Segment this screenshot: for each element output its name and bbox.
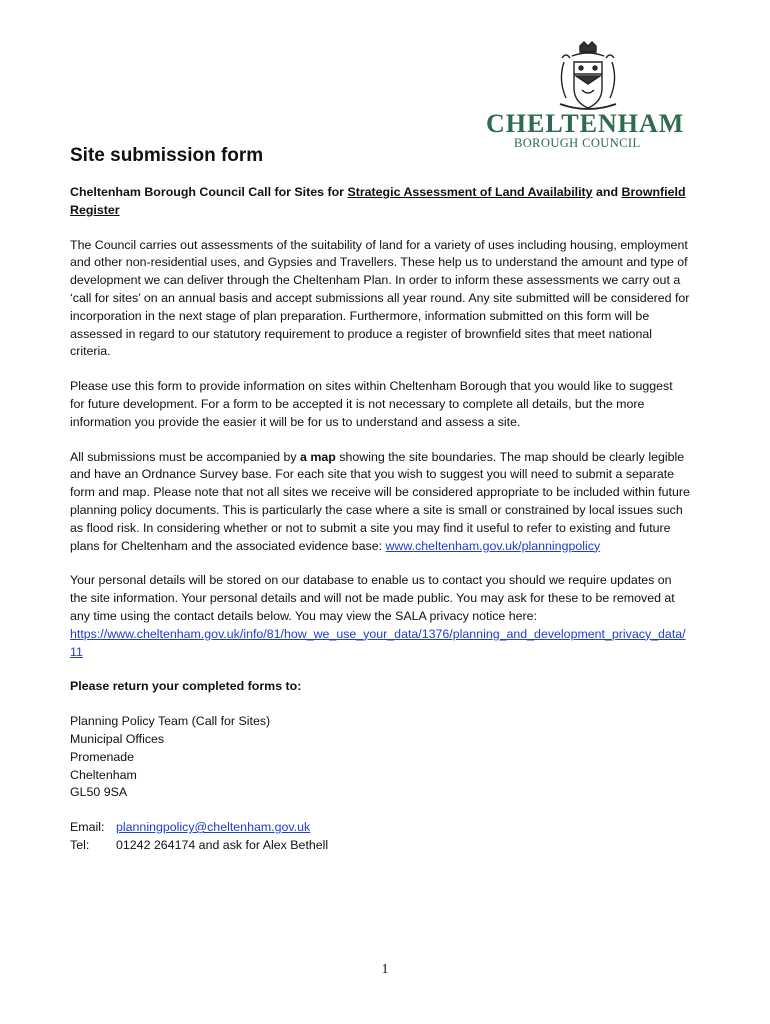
planning-policy-link[interactable]: www.cheltenham.gov.uk/planningpolicy — [385, 538, 601, 553]
org-subtitle: BOROUGH COUNCIL — [514, 136, 641, 150]
return-heading: Please return your completed forms to: — [70, 679, 302, 694]
map-requirements-paragraph — [70, 449, 690, 556]
email-label: Email: — [70, 820, 105, 835]
sala-link[interactable]: Strategic Assessment of Land Availability — [347, 185, 593, 199]
page-title: Site submission form — [70, 145, 264, 166]
privacy-notice-link[interactable]: https://www.cheltenham.gov.uk/info/81/how_we_use_your_data/1376/planning_and_development_privacy_data/11 — [70, 626, 686, 659]
return-address — [70, 713, 690, 802]
map-bold-text: a map — [300, 449, 336, 464]
map-text-before: All submissions must be accompanied by — [70, 449, 301, 464]
document-body — [70, 144, 690, 855]
privacy-text: Your personal details will be stored on our database to enable us to contact you should we require updates on the site information. Your personal details and will not be made public. You may ask for these to be removed at any time using the contact details below. You may view the SALA privacy notice here: — [70, 573, 675, 623]
map-text-after: showing the site boundaries. The map should be clearly legible and have an Ordnance Survey base. For each site that you wish to suggest you will need to submit a separate form and map. Please note that not all sites we receive will be considered appropriate to be included within future planning policy documents. This is particularly the case where a site is small or constrained by local issues such as flood risk. In considering whether or not to submit a site you may find it useful to refer to existing and future plans for Cheltenham and the associated evidence base: — [70, 449, 690, 553]
intro-paragraph: The Council carries out assessments of the suitability of land for a variety of uses including housing, employment and other non-residential uses, and Gypsies and Travellers. These help us to understand the amount and type of development we can deliver through the Cheltenham Plan. In order to inform these assessments we carry out a ‘call for sites’ on an annual basis and accept submissions all year round. Any site submitted will be considered for incorporation in the next stage of plan preparation. Furthermore, information submitted on this form will be assessed in regard to our statutory requirement to produce a register of brownfield sites that meet national criteria. — [70, 237, 690, 359]
page-number: 1 — [381, 962, 389, 977]
subtitle-prefix: Cheltenham Borough Council Call for Sites for — [70, 185, 348, 199]
contact-details — [70, 819, 690, 855]
org-name: CHELTENHAM — [486, 109, 685, 138]
coat-of-arms-icon — [552, 40, 624, 118]
tel-value: 01242 264174 and ask for Alex Bethell — [116, 837, 329, 852]
address-line: Municipal Offices — [70, 731, 165, 746]
brownfield-register-link[interactable]: Brownfield Register — [70, 185, 686, 217]
subtitle — [70, 184, 690, 220]
email-link[interactable]: planningpolicy@cheltenham.gov.uk — [116, 820, 311, 835]
tel-label: Tel: — [70, 837, 90, 852]
tel-row — [70, 837, 690, 855]
email-row — [70, 819, 690, 837]
subtitle-middle: and — [592, 185, 622, 199]
address-line: GL50 9SA — [70, 785, 128, 800]
address-line: Promenade — [70, 749, 135, 764]
address-line: Cheltenham — [70, 767, 137, 782]
address-line: Planning Policy Team (Call for Sites) — [70, 714, 271, 729]
instructions-paragraph: Please use this form to provide information on sites within Cheltenham Borough that you would like to suggest for future development. For a form to be accepted it is not necessary to complete all details, but the more information you provide the easier it will be for us to understand and assess a site. — [70, 379, 673, 429]
privacy-paragraph — [70, 572, 690, 661]
